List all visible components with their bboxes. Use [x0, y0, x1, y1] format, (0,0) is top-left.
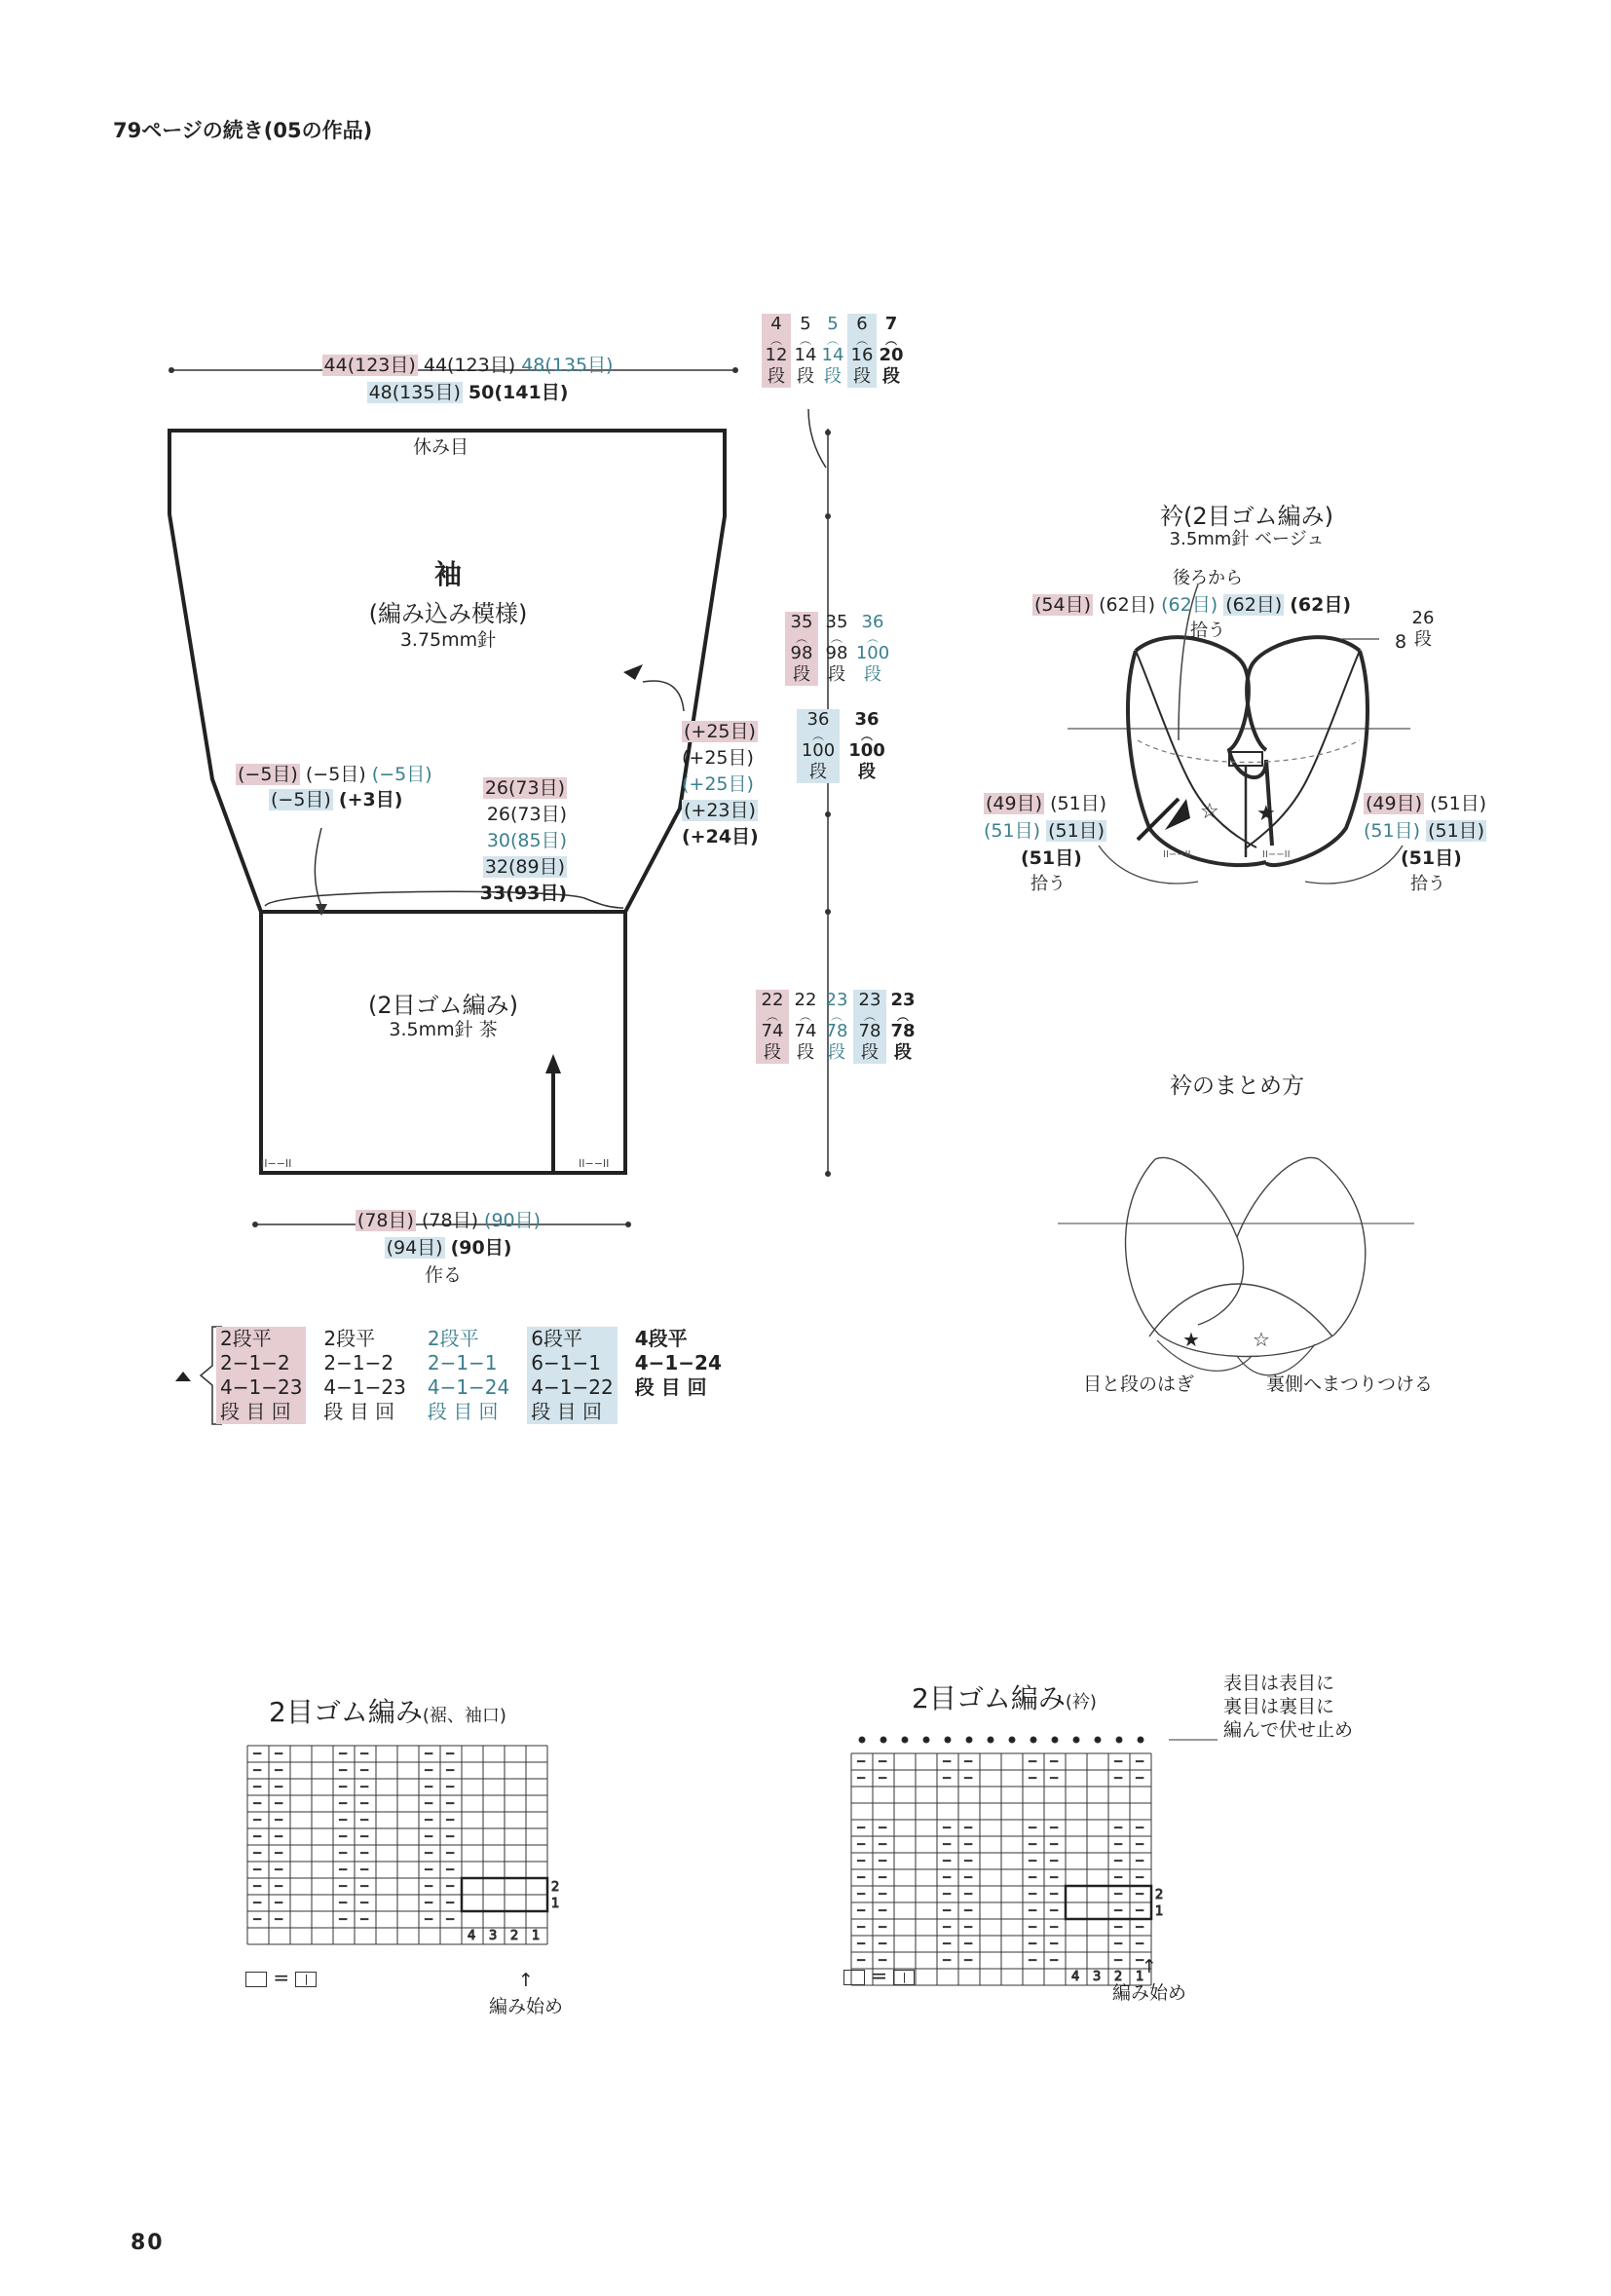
- collar-needle: 3.5mm針 ベージュ: [1169, 529, 1325, 549]
- row-count: 35 ︵ 98 段: [785, 612, 818, 686]
- count-value: (51目): [1430, 793, 1487, 814]
- chart2-note: 表目は表目に 裏目は裏目に 編んで伏せ止め: [1223, 1673, 1354, 1741]
- chart-title-sub: (衿): [1065, 1692, 1097, 1713]
- row-number: 1: [1155, 1904, 1164, 1919]
- purl-symbol: −: [1113, 1754, 1124, 1768]
- purl-symbol: −: [445, 1896, 456, 1909]
- purl-symbol: −: [424, 1796, 434, 1810]
- purl-symbol: −: [1135, 1754, 1145, 1768]
- row-count: 22 ︵ 74 段: [794, 990, 817, 1063]
- cuff-needle: 3.5mm針 茶: [389, 1019, 498, 1040]
- purl-symbol: −: [252, 1829, 263, 1843]
- purl-symbol: −: [1049, 1870, 1060, 1884]
- purl-symbol: −: [942, 1821, 953, 1834]
- count-value: (62目): [1161, 594, 1218, 616]
- bind-off-dot: [1009, 1737, 1015, 1743]
- width-value: 32(89目): [484, 856, 565, 878]
- decrease-value: (−5目): [238, 764, 298, 785]
- purl-symbol: −: [878, 1754, 888, 1768]
- purl-symbol: −: [942, 1854, 953, 1867]
- purl-symbol: −: [445, 1829, 456, 1843]
- purl-symbol: −: [424, 1813, 434, 1826]
- purl-symbol: −: [1113, 1903, 1124, 1917]
- purl-symbol: −: [942, 1953, 953, 1967]
- purl-symbol: −: [963, 1821, 974, 1834]
- column-number: 3: [1093, 1970, 1102, 1984]
- count-value: (62目): [1099, 594, 1156, 616]
- purl-symbol: −: [274, 1912, 284, 1926]
- row-count: 23 ︵ 78 段: [853, 990, 886, 1064]
- purl-symbol: −: [1028, 1854, 1038, 1867]
- purl-symbol: −: [1135, 1903, 1145, 1917]
- purl-symbol: −: [1113, 1920, 1124, 1934]
- purl-symbol: −: [1028, 1837, 1038, 1851]
- purl-symbol: −: [338, 1912, 349, 1926]
- page-header: 79ページの続き(05の作品): [113, 119, 373, 142]
- purl-symbol: −: [963, 1837, 974, 1851]
- purl-symbol: −: [359, 1763, 370, 1777]
- row-count: 5 ︵ 14 段: [794, 314, 817, 387]
- purl-symbol: −: [274, 1896, 284, 1909]
- svg-text:II−−II: II−−II: [1163, 849, 1191, 860]
- purl-symbol: −: [856, 1953, 867, 1967]
- purl-symbol: −: [252, 1879, 263, 1893]
- column-number: 1: [532, 1929, 541, 1943]
- purl-symbol: −: [1135, 1920, 1145, 1934]
- purl-symbol: −: [1028, 1887, 1038, 1901]
- width-value: (90目): [484, 1210, 542, 1231]
- width-value: (94目): [386, 1237, 443, 1259]
- purl-symbol: −: [878, 1837, 888, 1851]
- purl-symbol: −: [274, 1846, 284, 1860]
- purl-symbol: −: [878, 1920, 888, 1934]
- row-count: 23 ︵ 78 段: [825, 990, 848, 1063]
- count-value: (62目): [1290, 594, 1352, 616]
- width-value: 44(123目): [423, 355, 516, 376]
- purl-symbol: −: [856, 1854, 867, 1867]
- purl-symbol: −: [1113, 1937, 1124, 1950]
- bind-off-dot: [923, 1737, 929, 1743]
- count-value: (51目): [1428, 820, 1485, 842]
- shaping-col: 2段平 2−1−2 4−1−23 段 目 回: [323, 1327, 406, 1423]
- bind-off-dot: [1030, 1737, 1036, 1743]
- bind-off-dot: [859, 1737, 865, 1743]
- make-label: 作る: [424, 1264, 462, 1286]
- width-value: 44(123目): [323, 355, 416, 376]
- count-value: (51目): [1364, 820, 1421, 842]
- increase-value: (+25目): [682, 747, 754, 769]
- purl-symbol: −: [878, 1903, 888, 1917]
- purl-symbol: −: [274, 1813, 284, 1826]
- purl-symbol: −: [424, 1846, 434, 1860]
- width-value: 48(135目): [368, 382, 461, 403]
- purl-symbol: −: [424, 1896, 434, 1909]
- bind-off-dot: [966, 1737, 972, 1743]
- purl-symbol: −: [252, 1896, 263, 1909]
- purl-symbol: −: [338, 1846, 349, 1860]
- purl-symbol: −: [1049, 1854, 1060, 1867]
- width-value: 26(73目): [486, 804, 567, 825]
- purl-symbol: −: [1028, 1953, 1038, 1967]
- collar-pickup-left: 拾う: [1030, 874, 1066, 894]
- purl-symbol: −: [878, 1870, 888, 1884]
- collar-left-counts-3: (51目): [1021, 847, 1082, 869]
- purl-symbol: −: [1135, 1953, 1145, 1967]
- purl-symbol: −: [252, 1780, 263, 1793]
- page-number: 80: [131, 2231, 165, 2255]
- chart-title-main: 2目ゴム編み: [912, 1682, 1066, 1714]
- purl-symbol: −: [274, 1796, 284, 1810]
- row-count: 4 ︵ 12 段: [762, 314, 791, 388]
- svg-text:II−−II: II−−II: [1262, 849, 1291, 860]
- bind-off-dot: [1116, 1737, 1122, 1743]
- count-value: (51目): [984, 820, 1041, 842]
- purl-symbol: −: [1028, 1870, 1038, 1884]
- decrease-value: (−5目): [371, 764, 432, 785]
- svg-text:II−−II: II−−II: [261, 1157, 292, 1170]
- svg-text:II−−II: II−−II: [579, 1157, 610, 1170]
- purl-symbol: −: [942, 1920, 953, 1934]
- purl-symbol: −: [942, 1754, 953, 1768]
- purl-symbol: −: [424, 1763, 434, 1777]
- collar-pickup-back: 拾う: [1190, 621, 1225, 641]
- purl-symbol: −: [1049, 1887, 1060, 1901]
- chart2-start: ↑ 編み始め: [1111, 1956, 1186, 2004]
- svg-text:★: ★: [1256, 802, 1276, 826]
- assembly-right-note: 裏側へまつりつける: [1266, 1374, 1434, 1395]
- purl-symbol: −: [878, 1953, 888, 1967]
- width-value: (78目): [421, 1210, 478, 1231]
- purl-symbol: −: [1028, 1821, 1038, 1834]
- purl-symbol: −: [963, 1920, 974, 1934]
- purl-symbol: −: [1135, 1771, 1145, 1785]
- purl-symbol: −: [878, 1854, 888, 1867]
- bind-off-dot: [1052, 1737, 1058, 1743]
- row-count: 6 ︵ 16 段: [847, 314, 877, 388]
- purl-symbol: −: [338, 1829, 349, 1843]
- legend-equals: =: [871, 1964, 888, 1987]
- row-number: 2: [551, 1880, 560, 1895]
- bind-off-dot: [988, 1737, 993, 1743]
- purl-symbol: −: [1135, 1937, 1145, 1950]
- purl-symbol: −: [274, 1763, 284, 1777]
- purl-symbol: −: [1049, 1771, 1060, 1785]
- purl-symbol: −: [252, 1863, 263, 1876]
- collar-title: 衿(2目ゴム編み): [1160, 503, 1333, 530]
- cuff-title: (2目ゴム編み): [368, 992, 518, 1019]
- purl-symbol: −: [359, 1747, 370, 1760]
- row-count: 23 ︵ 78 段: [890, 990, 916, 1063]
- purl-symbol: −: [424, 1780, 434, 1793]
- bind-off-dot: [880, 1737, 886, 1743]
- purl-symbol: −: [1028, 1920, 1038, 1934]
- collar-side-rows: 26 段: [1411, 608, 1435, 650]
- chart-title-sub: (裾、袖口): [422, 1706, 506, 1726]
- purl-symbol: −: [963, 1937, 974, 1950]
- purl-symbol: −: [338, 1813, 349, 1826]
- purl-symbol: −: [252, 1796, 263, 1810]
- purl-symbol: −: [1049, 1920, 1060, 1934]
- chart1-legend: = |: [245, 1966, 317, 1989]
- purl-symbol: −: [856, 1771, 867, 1785]
- count-value: (49目): [1366, 793, 1423, 814]
- purl-symbol: −: [1113, 1887, 1124, 1901]
- svg-text:☆: ☆: [1253, 1328, 1270, 1351]
- purl-symbol: −: [424, 1829, 434, 1843]
- purl-symbol: −: [445, 1813, 456, 1826]
- purl-symbol: −: [274, 1747, 284, 1760]
- count-value: (51目): [1048, 820, 1105, 842]
- count-value: (51目): [1050, 793, 1107, 814]
- purl-symbol: −: [338, 1780, 349, 1793]
- purl-symbol: −: [274, 1863, 284, 1876]
- width-value: 26(73目): [484, 777, 565, 799]
- increase-value: (+25目): [682, 773, 754, 795]
- column-number: 2: [1114, 1970, 1123, 1984]
- purl-symbol: −: [856, 1754, 867, 1768]
- purl-symbol: −: [445, 1747, 456, 1760]
- purl-symbol: −: [1113, 1837, 1124, 1851]
- purl-symbol: −: [1113, 1870, 1124, 1884]
- purl-symbol: −: [424, 1879, 434, 1893]
- width-value: 48(135目): [521, 355, 614, 376]
- purl-symbol: −: [1113, 1953, 1124, 1967]
- purl-symbol: −: [856, 1937, 867, 1950]
- purl-symbol: −: [963, 1953, 974, 1967]
- purl-symbol: −: [942, 1837, 953, 1851]
- purl-symbol: −: [252, 1912, 263, 1926]
- purl-symbol: −: [274, 1879, 284, 1893]
- column-number: 4: [468, 1929, 476, 1943]
- purl-symbol: −: [1028, 1754, 1038, 1768]
- purl-symbol: −: [359, 1879, 370, 1893]
- bind-off-dot: [1095, 1737, 1101, 1743]
- purl-symbol: −: [359, 1846, 370, 1860]
- from-back-label: 後ろから: [1173, 568, 1243, 588]
- purl-symbol: −: [1028, 1771, 1038, 1785]
- svg-text:☆: ☆: [1200, 800, 1219, 824]
- purl-symbol: −: [1135, 1870, 1145, 1884]
- bind-off-dot: [945, 1737, 951, 1743]
- column-number: 3: [489, 1929, 498, 1943]
- purl-symbol: −: [856, 1837, 867, 1851]
- purl-symbol: −: [878, 1887, 888, 1901]
- purl-symbol: −: [1113, 1771, 1124, 1785]
- row-count: 36 ︵ 100 段: [848, 709, 885, 782]
- column-number: 4: [1071, 1970, 1080, 1984]
- count-value: (49目): [986, 793, 1043, 814]
- collar-side-num: 8: [1395, 631, 1407, 653]
- purl-symbol: −: [963, 1771, 974, 1785]
- decrease-value: (+3目): [338, 789, 403, 810]
- purl-symbol: −: [338, 1763, 349, 1777]
- row-number: 2: [1155, 1888, 1164, 1902]
- collar-pickup-right: 拾う: [1410, 874, 1445, 894]
- sleeve-title: 袖: [433, 558, 462, 590]
- bind-off-dot: [1138, 1737, 1143, 1743]
- purl-symbol: −: [856, 1903, 867, 1917]
- row-count: 35 ︵ 98 段: [825, 612, 848, 685]
- purl-symbol: −: [338, 1896, 349, 1909]
- shaping-col: 2段平 2−1−1 4−1−24 段 目 回: [427, 1327, 510, 1423]
- purl-symbol: −: [252, 1846, 263, 1860]
- purl-symbol: −: [252, 1747, 263, 1760]
- purl-symbol: −: [963, 1903, 974, 1917]
- purl-symbol: −: [445, 1912, 456, 1926]
- purl-symbol: −: [338, 1863, 349, 1876]
- purl-symbol: −: [445, 1780, 456, 1793]
- purl-symbol: −: [274, 1780, 284, 1793]
- bind-off-dot: [902, 1737, 908, 1743]
- purl-symbol: −: [942, 1937, 953, 1950]
- increase-value: (+24目): [682, 826, 759, 847]
- purl-symbol: −: [963, 1754, 974, 1768]
- purl-symbol: −: [963, 1887, 974, 1901]
- width-value: (78目): [356, 1210, 414, 1231]
- count-value: (62目): [1225, 594, 1283, 616]
- svg-text:★: ★: [1182, 1328, 1200, 1351]
- purl-symbol: −: [445, 1763, 456, 1777]
- row-count: 5 ︵ 14 段: [821, 314, 844, 387]
- chart-title-main: 2目ゴム編み: [269, 1696, 423, 1728]
- purl-symbol: −: [338, 1796, 349, 1810]
- purl-symbol: −: [1113, 1854, 1124, 1867]
- purl-symbol: −: [338, 1747, 349, 1760]
- width-value: 30(85目): [486, 830, 567, 851]
- purl-symbol: −: [856, 1821, 867, 1834]
- sleeve-needle: 3.75mm針: [399, 629, 497, 651]
- purl-symbol: −: [274, 1829, 284, 1843]
- purl-symbol: −: [856, 1920, 867, 1934]
- purl-symbol: −: [445, 1846, 456, 1860]
- purl-symbol: −: [445, 1863, 456, 1876]
- purl-symbol: −: [338, 1879, 349, 1893]
- row-count: 36 ︵ 100 段: [855, 612, 890, 685]
- purl-symbol: −: [1028, 1903, 1038, 1917]
- purl-symbol: −: [1028, 1937, 1038, 1950]
- purl-symbol: −: [942, 1771, 953, 1785]
- row-count: 7 ︵ 20 段: [879, 314, 904, 387]
- purl-symbol: −: [1049, 1754, 1060, 1768]
- chart1-start: ↑ 編み始め: [488, 1970, 563, 2017]
- purl-symbol: −: [1049, 1903, 1060, 1917]
- shaping-col: 4段平 4−1−24 段 目 回: [634, 1327, 722, 1399]
- width-value: 50(141目): [468, 382, 569, 403]
- purl-symbol: −: [878, 1771, 888, 1785]
- rest-stitches-label: 休み目: [413, 436, 469, 458]
- purl-symbol: −: [1049, 1937, 1060, 1950]
- purl-symbol: −: [359, 1780, 370, 1793]
- purl-symbol: −: [359, 1896, 370, 1909]
- purl-symbol: −: [1135, 1837, 1145, 1851]
- column-number: 1: [1136, 1970, 1144, 1984]
- row-count: 36 ︵ 100 段: [797, 709, 840, 783]
- purl-symbol: −: [856, 1870, 867, 1884]
- purl-symbol: −: [359, 1829, 370, 1843]
- purl-symbol: −: [445, 1879, 456, 1893]
- width-value: (90目): [450, 1237, 512, 1259]
- collar-right-counts-3: (51目): [1401, 847, 1462, 869]
- purl-symbol: −: [359, 1813, 370, 1826]
- purl-symbol: −: [359, 1912, 370, 1926]
- purl-symbol: −: [963, 1870, 974, 1884]
- purl-symbol: −: [359, 1863, 370, 1876]
- bind-off-dot: [1073, 1737, 1079, 1743]
- purl-symbol: −: [1049, 1821, 1060, 1834]
- purl-symbol: −: [424, 1912, 434, 1926]
- purl-symbol: −: [252, 1813, 263, 1826]
- purl-symbol: −: [445, 1796, 456, 1810]
- increase-value: (+25目): [684, 721, 756, 742]
- purl-symbol: −: [1135, 1887, 1145, 1901]
- shaping-col: 2段平 2−1−2 4−1−23 段 目 回: [216, 1327, 306, 1424]
- row-count: 22 ︵ 74 段: [756, 990, 789, 1064]
- purl-symbol: −: [1135, 1854, 1145, 1867]
- decrease-value: (−5目): [305, 764, 366, 785]
- purl-symbol: −: [424, 1863, 434, 1876]
- sleeve-subtitle: (編み込み模様): [368, 600, 528, 627]
- purl-symbol: −: [963, 1854, 974, 1867]
- purl-symbol: −: [942, 1870, 953, 1884]
- purl-symbol: −: [252, 1763, 263, 1777]
- purl-symbol: −: [1049, 1837, 1060, 1851]
- column-number: 2: [510, 1929, 519, 1943]
- increase-value: (+23目): [684, 800, 756, 821]
- purl-symbol: −: [856, 1887, 867, 1901]
- purl-symbol: −: [359, 1796, 370, 1810]
- purl-symbol: −: [942, 1887, 953, 1901]
- purl-symbol: −: [942, 1903, 953, 1917]
- purl-symbol: −: [878, 1937, 888, 1950]
- purl-symbol: −: [1135, 1821, 1145, 1834]
- purl-symbol: −: [1049, 1953, 1060, 1967]
- decrease-value: (−5目): [271, 789, 331, 810]
- purl-symbol: −: [878, 1821, 888, 1834]
- purl-symbol: −: [424, 1747, 434, 1760]
- legend-equals: =: [273, 1966, 290, 1989]
- row-number: 1: [551, 1897, 560, 1911]
- purl-symbol: −: [1113, 1821, 1124, 1834]
- count-value: (54目): [1034, 594, 1092, 616]
- assembly-left-note: 目と段のはぎ: [1083, 1374, 1195, 1395]
- shaping-col: 6段平 6−1−1 4−1−22 段 目 回: [527, 1327, 617, 1424]
- width-value: 33(93目): [479, 883, 567, 904]
- assembly-title: 衿のまとめ方: [1170, 1073, 1304, 1099]
- chart2-legend: = |: [843, 1964, 915, 1987]
